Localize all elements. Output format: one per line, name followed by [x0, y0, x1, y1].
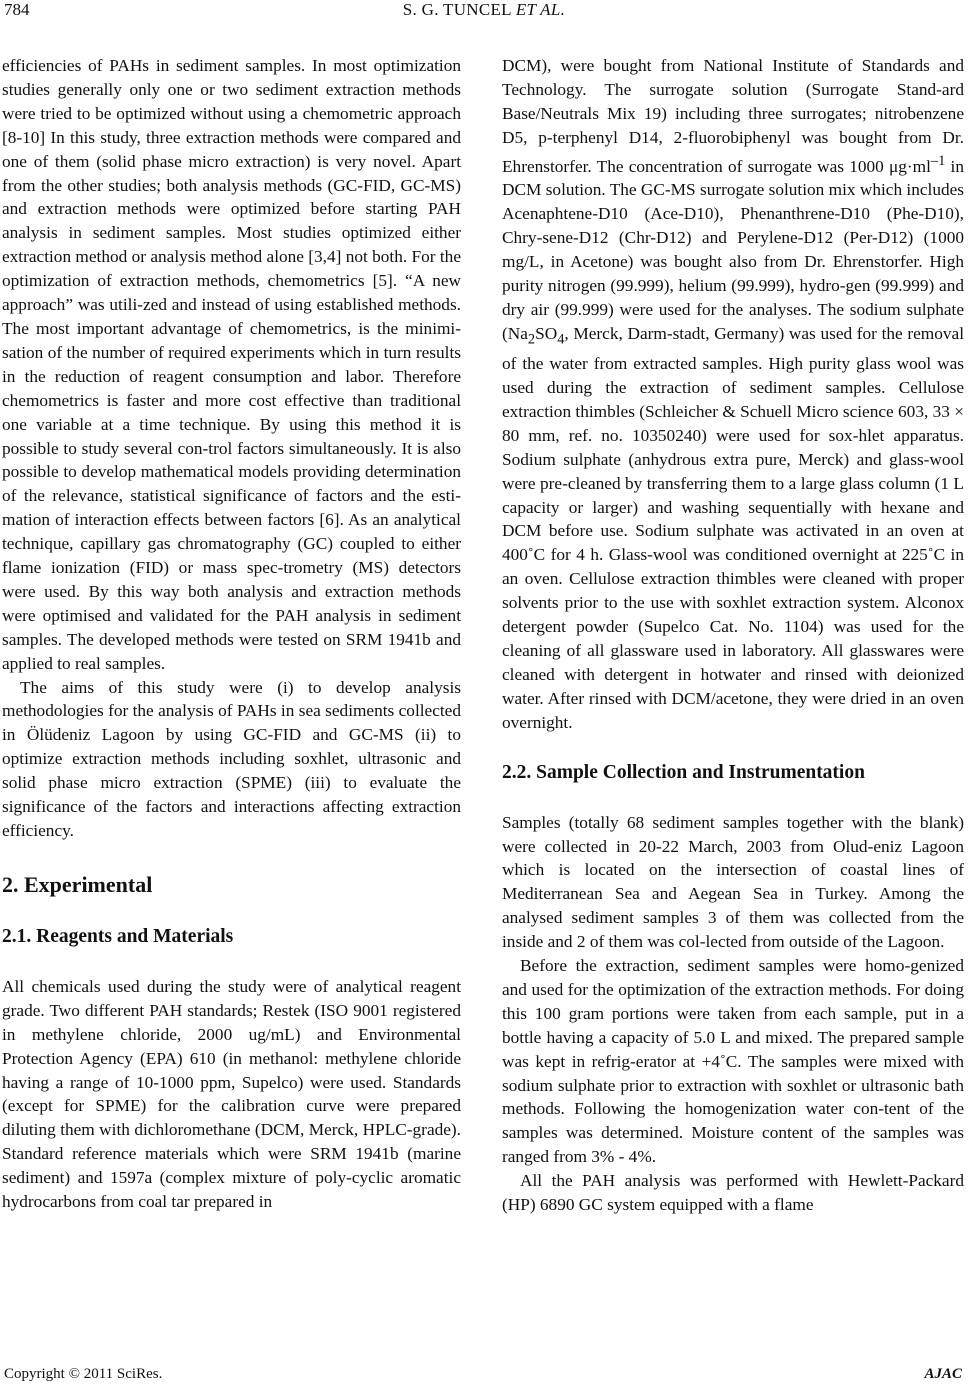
- right-p1-subscript-1: 2: [527, 331, 536, 348]
- right-paragraph-4: All the PAH analysis was performed with Hewlett-Packard (HP) 6890 GC system equipped with a flame: [502, 1171, 964, 1215]
- journal-abbreviation: AJAC: [924, 1366, 962, 1382]
- right-column: [502, 54, 964, 1217]
- subsection-heading-reagents: 2.1. Reagents and Materials: [2, 925, 234, 947]
- right-p1-part-b: in DCM solution. The GC-MS surrogate solution mix which includes Acenaphtene-D10 (Ace-D10), Phenanthrene-D10 (Phe-D10), Chry-sene-D12 (Chr-D12) and Perylene-D12 (Per-D12) (1000 mg/L, in Acetone) was bought also from Dr. Ehrenstorfer. High purity nitrogen (99.999), helium (99.999), hydro-gen (99.999) and dry air (99.999) were used for the analyses. The sodium sulphate (Na: [502, 156, 964, 343]
- running-head: [0, 0, 968, 20]
- copyright-notice: Copyright © 2011 SciRes.: [4, 1366, 163, 1382]
- running-head-et-al: ET AL.: [515, 0, 566, 19]
- page-footer: [0, 1360, 968, 1386]
- subsection-heading-sample-collection: 2.2. Sample Collection and Instrumentation: [502, 761, 865, 783]
- left-paragraph-3: All chemicals used during the study were of analytical reagent grade. Two different PAH standards; Restek (ISO 9001 registered in methylene chloride, 2000 ug/mL) and Environmental Protection Agency (EPA) 610 (in methanol: methylene chloride having a range of 10-1000 ppm, Supelco) were used. Standards (except for SPME) for the calibration curve were prepared diluting them with dichloromethane (DCM, Merck, HPLC-grade). Standard reference materials which were SRM 1941b (marine sediment) and 1597a (complex mixture of poly-cyclic aromatic hydrocarbons from coal tar prepared in: [2, 976, 461, 1212]
- page-number: 784: [4, 0, 30, 19]
- left-paragraph-1: efficiencies of PAHs in sediment samples. In most optimization studies generally only one or two sediment extraction methods were tried to be optimized without using a chemometric approach [8-10] In this study, three extraction methods were compared and one of them (solid phase micro extraction) is very novel. Apart from the other studies; both analysis methods (GC-FID, GC-MS) and extraction methods were optimized before starting PAH analysis in sediment samples. Most studies optimized either extraction method or analysis method alone [3,4] not both. For the optimization of extraction methods, chemometrics [5]. “A new approach” was utili-zed and instead of using established methods. The most important advantage of chemometrics, is the minimi-sation of the number of required experiments which in turn results in the reduction of reagent consumption and labor. Therefore chemometrics is faster and more cost effective than traditional one variable at a time technique. By using this method it is possible to study several con-trol factors simultaneously. It is also possible to develop mathematical models providing determination of the relevance, statistical significance of factors and the esti-mation of interaction effects between factors [6]. As an analytical technique, capillary gas chromatography (GC) coupled to either flame ionization (FID) or mass spec-trometry (MS) detectors were used. By this way both analysis and extraction methods were optimised and validated for the PAH analysis in sediment samples. The developed methods were tested on SRM 1941b and applied to real samples.: [2, 56, 461, 673]
- right-paragraph-1: [502, 54, 964, 735]
- section-heading-experimental: 2. Experimental: [2, 871, 153, 897]
- right-p1-part-a: DCM), were bought from National Institute of Standards and Technology. The surrogate solution (Surrogate Stand-ard Base/Neutrals Mix 19) including three surrogates; nitrobenzene D5, p-terphenyl D14, 2-fluorobiphenyl was bought from Dr. Ehrenstorfer. The concentration of surrogate was 1000 μg·ml: [502, 56, 964, 176]
- right-p1-part-d: , Merck, Darm-stadt, Germany) was used for the removal of the water from extracted samples. High purity glass wool was used during the extraction of sediment samples. Cellulose extraction thimbles (Schleicher & Schuell Micro science 603, 33 × 80 mm, ref. no. 10350240) were used for sox-hlet apparatus. Sodium sulphate (anhydrous extra pure, Merck) and glass-wool were pre-cleaned by transferring them to a large glass column (1 L capacity or larger) and washing sequentially with hexane and DCM before use. Sodium sulphate was activated in an oven at 400˚C for 4 h. Glass-wool was conditioned overnight at 225˚C in an oven. Cellulose extraction thimbles were cleaned with proper solvents prior to the use with soxhlet extraction system. Alconox detergent powder (Supelco Cat. No. 1104) was used for the cleaning of all glassware used in laboratory. All glasswares were cleaned with detergent in hotwater and rinsed with deionized water. After rinsed with DCM/acetone, they were dried in an oven overnight.: [502, 323, 964, 732]
- right-p1-superscript: –1: [930, 152, 946, 169]
- page-header: [0, 0, 968, 40]
- left-column: [2, 54, 461, 1214]
- right-p1-subscript-2: 4: [557, 331, 565, 348]
- right-paragraph-3: Before the extraction, sediment samples were homo-genized and used for the optimization of the extraction methods. For doing this 100 gram portions were taken from each sample, put in a bottle having a capacity of 5.0 L and mixed. The prepared sample was kept in refrig-erator at +4˚C. The samples were mixed with sodium sulphate prior to extraction with soxhlet or ultrasonic bath methods. Following the homogenization water con-tent of the samples was determined. Moisture content of the samples was ranged from 3% - 4%.: [502, 956, 964, 1167]
- left-paragraph-2: The aims of this study were (i) to develop analysis methodologies for the analysis of PAHs in sea sediments collected in Ölüdeniz Lagoon by using GC-FID and GC-MS (ii) to optimize extraction methods including soxhlet, ultrasonic and solid phase micro extraction (SPME) (iii) to evaluate the significance of the factors and interactions affecting extraction efficiency.: [2, 677, 461, 840]
- running-head-authors: S. G. TUNCEL: [402, 0, 512, 19]
- right-p1-part-c: SO: [535, 323, 558, 343]
- right-paragraph-2: Samples (totally 68 sediment samples together with the blank) were collected in 20-22 March, 2003 from Olud-eniz Lagoon which is located on the intersection of coastal lines of Mediterranean Sea and Aegean Sea in Turkey. Among the analysed sediment samples 3 of them was collected from the inside and 2 of them was col-lected from outside of the Lagoon.: [502, 812, 964, 952]
